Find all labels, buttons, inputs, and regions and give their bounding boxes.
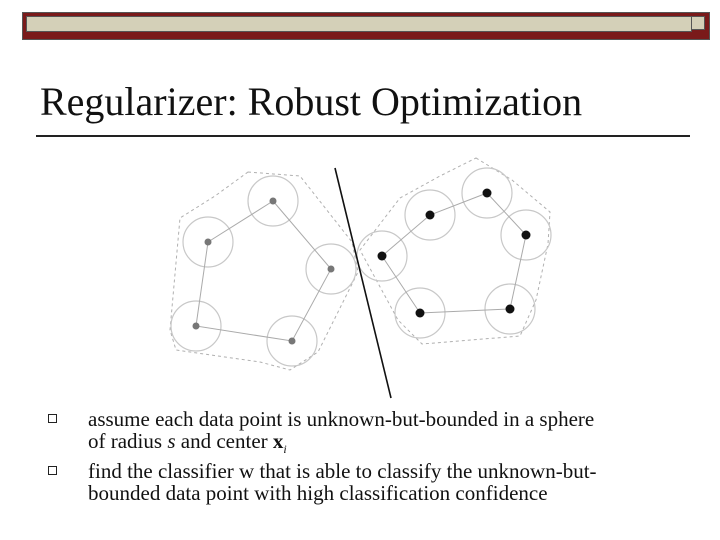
separating-hyperplane: [335, 168, 391, 398]
left-point: [205, 239, 212, 246]
right-point: [378, 252, 387, 261]
bullet-square-icon: [48, 466, 57, 475]
slide-title: Regularizer: Robust Optimization: [40, 79, 583, 124]
bullet-2-line1: find the classifier w that is able to classify the unknown-but-: [88, 459, 597, 484]
right-point: [506, 305, 515, 314]
bullet-item-2: [48, 460, 688, 504]
left-point: [270, 198, 277, 205]
center-symbol: x: [272, 429, 284, 453]
right-point: [416, 309, 425, 318]
radius-symbol: s: [167, 429, 176, 453]
bullet-item-1: [48, 408, 688, 460]
bullet-1-line1: assume each data point is unknown-but-bounded in a sphere: [88, 407, 595, 431]
bullet-square-icon: [48, 414, 57, 423]
left-class-polygon: [196, 201, 331, 341]
right-point: [483, 189, 492, 198]
left-point: [289, 338, 296, 345]
left-point: [328, 266, 335, 273]
bullet-1-line2-prefix: of radius: [88, 429, 168, 453]
center-label: and center: [175, 429, 273, 453]
center-subscript: i: [283, 442, 287, 457]
left-point: [193, 323, 200, 330]
bullet-list: [48, 408, 688, 504]
right-point: [522, 231, 531, 240]
right-point: [426, 211, 435, 220]
bullet-2-line2: bounded data point with high classification confidence: [88, 481, 548, 506]
